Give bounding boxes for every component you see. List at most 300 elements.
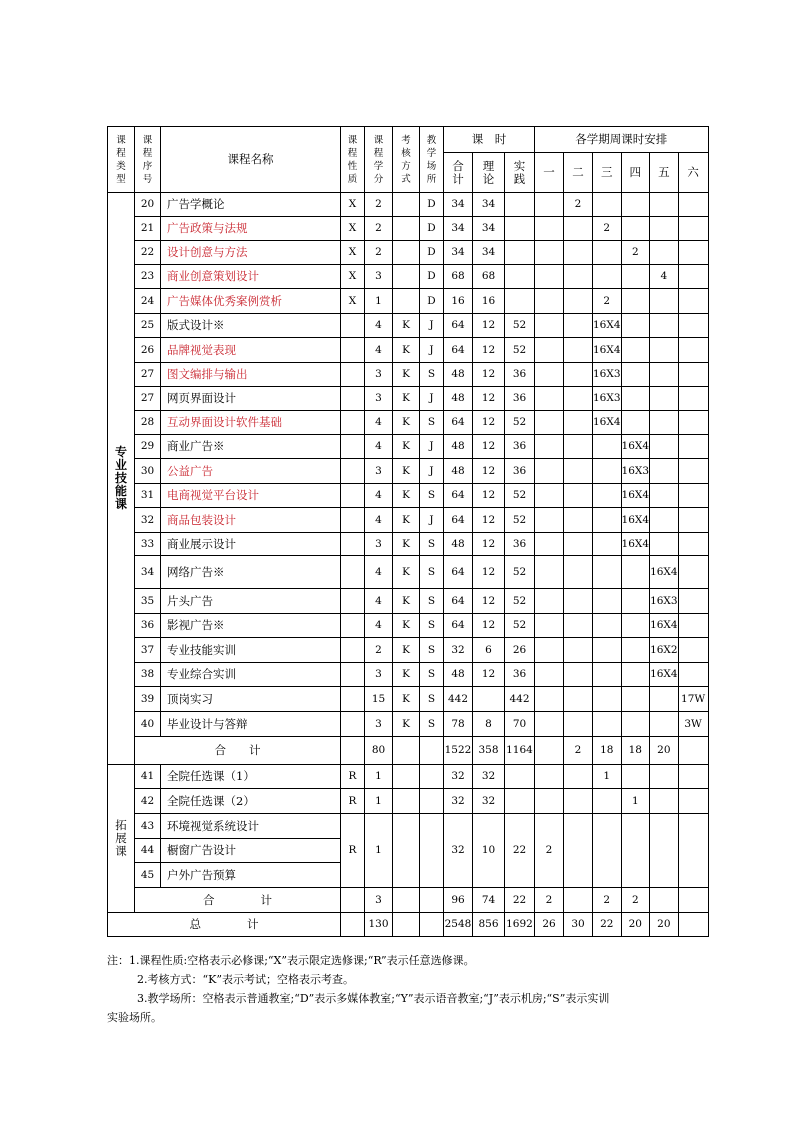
course-credit: 4 (365, 589, 393, 614)
hours-total: 34 (444, 241, 473, 265)
term-2-hours (564, 789, 593, 814)
hours-theory: 12 (473, 363, 505, 387)
header-course-number (135, 127, 161, 193)
header-term-6: 六 (678, 153, 708, 193)
hours-theory: 32 (473, 789, 505, 814)
term-2-hours (564, 508, 593, 533)
course-credit: 3 (365, 533, 393, 556)
term-3-hours (593, 265, 622, 289)
exam-method: K (393, 435, 420, 459)
term-1-hours (535, 712, 564, 737)
course-number: 24 (135, 289, 161, 314)
note-line: 2.考核方式：“K”表示考试；空格表示考查。 (137, 973, 354, 986)
subtotal-term-6 (678, 888, 708, 913)
course-row (108, 241, 709, 265)
grand-total-term-6 (678, 913, 708, 937)
course-row (108, 508, 709, 533)
course-number: 36 (135, 614, 161, 638)
term-6-hours (678, 241, 708, 265)
course-nature (341, 614, 365, 638)
header-teaching-venue-char: 教 (426, 134, 437, 146)
term-5-hours: 16X2 (650, 638, 679, 663)
hours-theory: 12 (473, 338, 505, 363)
subtotal-hours-total: 96 (444, 888, 473, 913)
course-nature (341, 387, 365, 411)
hours-practice: 52 (505, 484, 535, 508)
teaching-venue: D (420, 289, 444, 314)
category-extension-char: 课 (115, 844, 127, 858)
header-course-type-char: 课 (116, 134, 126, 146)
course-number: 30 (135, 459, 161, 484)
term-6-hours (678, 387, 708, 411)
course-name: 影视广告※ (161, 614, 341, 638)
curriculum-table-body (108, 127, 709, 937)
course-nature (341, 363, 365, 387)
term-6-hours (678, 484, 708, 508)
subtotal-label: 合 计 (135, 888, 341, 913)
course-nature (341, 663, 365, 687)
category-extension (108, 765, 135, 913)
term-1-hours (535, 459, 564, 484)
term-2-hours (564, 814, 593, 888)
course-number: 34 (135, 556, 161, 589)
term-5-hours (650, 712, 679, 737)
course-row (108, 814, 709, 839)
term-2-hours (564, 314, 593, 338)
header-course-nature-char: 课 (347, 134, 358, 146)
term-2-hours (564, 638, 593, 663)
course-nature (341, 687, 365, 712)
course-name: 广告媒体优秀案例赏析 (161, 289, 341, 314)
term-3-hours (593, 789, 622, 814)
exam-method (393, 765, 420, 789)
course-number: 38 (135, 663, 161, 687)
term-4-hours (621, 363, 650, 387)
teaching-venue: D (420, 265, 444, 289)
hours-theory: 6 (473, 638, 505, 663)
term-5-hours (650, 289, 679, 314)
term-5-hours (650, 314, 679, 338)
term-3-hours (593, 435, 622, 459)
term-1-hours (535, 614, 564, 638)
course-number: 44 (135, 839, 161, 863)
term-2-hours (564, 265, 593, 289)
hours-practice: 26 (505, 638, 535, 663)
course-row (108, 638, 709, 663)
header-course-type (108, 127, 135, 193)
term-1-hours (535, 765, 564, 789)
course-nature: X (341, 193, 365, 217)
header-teaching-venue-char: 场 (426, 160, 437, 172)
header-hours-practice (505, 153, 535, 193)
term-1-hours: 2 (535, 814, 564, 888)
header-hours-practice-char: 实 (513, 158, 526, 173)
course-credit: 3 (365, 712, 393, 737)
term-4-hours (621, 712, 650, 737)
exam-method: K (393, 387, 420, 411)
term-6-hours (678, 289, 708, 314)
subtotal-term-1 (535, 737, 564, 765)
grand-total-credit: 130 (365, 913, 393, 937)
exam-method: K (393, 508, 420, 533)
term-6-hours (678, 789, 708, 814)
term-3-hours: 2 (593, 217, 622, 241)
term-6-hours (678, 411, 708, 435)
header-exam-method-char: 考 (401, 134, 411, 146)
header-course-nature (341, 127, 365, 193)
course-name: 商业展示设计 (161, 533, 341, 556)
course-name: 顶岗实习 (161, 687, 341, 712)
category-extension-char: 展 (115, 831, 127, 845)
course-nature: X (341, 217, 365, 241)
exam-method (393, 241, 420, 265)
course-name: 广告政策与法规 (161, 217, 341, 241)
term-6-hours (678, 663, 708, 687)
category-professional-skills-char: 能 (114, 484, 127, 498)
course-credit: 3 (365, 387, 393, 411)
hours-theory: 12 (473, 556, 505, 589)
subtotal-term-1: 2 (535, 888, 564, 913)
term-4-hours: 16X4 (621, 508, 650, 533)
teaching-venue: J (420, 459, 444, 484)
subtotal-term-5: 20 (650, 737, 679, 765)
header-term-3: 三 (593, 153, 622, 193)
hours-practice: 52 (505, 589, 535, 614)
term-2-hours (564, 556, 593, 589)
course-nature (341, 484, 365, 508)
hours-total: 16 (444, 289, 473, 314)
hours-practice (505, 789, 535, 814)
term-2-hours (564, 687, 593, 712)
term-2-hours (564, 614, 593, 638)
grand-total-term-4: 20 (621, 913, 650, 937)
header-teaching-venue (420, 127, 444, 193)
header-course-credit-char: 课 (373, 134, 384, 146)
course-credit: 1 (365, 814, 393, 888)
course-number: 41 (135, 765, 161, 789)
header-term-2: 二 (564, 153, 593, 193)
hours-theory: 12 (473, 614, 505, 638)
exam-method: K (393, 484, 420, 508)
grand-total-hours-practice: 1692 (505, 913, 535, 937)
hours-theory: 12 (473, 435, 505, 459)
term-5-hours (650, 765, 679, 789)
hours-theory: 12 (473, 663, 505, 687)
course-row (108, 556, 709, 589)
teaching-venue (420, 789, 444, 814)
course-credit: 2 (365, 217, 393, 241)
term-4-hours (621, 814, 650, 888)
hours-practice: 52 (505, 556, 535, 589)
curriculum-table (107, 126, 709, 937)
term-3-hours (593, 638, 622, 663)
course-nature (341, 556, 365, 589)
course-row (108, 387, 709, 411)
exam-method: K (393, 663, 420, 687)
header-hours-theory (473, 153, 505, 193)
teaching-venue (420, 737, 444, 765)
course-name: 图文编排与输出 (161, 363, 341, 387)
hours-practice: 22 (505, 814, 535, 888)
hours-practice: 52 (505, 314, 535, 338)
term-5-hours (650, 363, 679, 387)
header-course-type-char: 类 (116, 160, 126, 172)
subtotal-term-2 (564, 888, 593, 913)
term-2-hours (564, 712, 593, 737)
course-number: 40 (135, 712, 161, 737)
teaching-venue: J (420, 387, 444, 411)
course-nature (341, 508, 365, 533)
hours-total: 48 (444, 459, 473, 484)
course-nature (341, 638, 365, 663)
term-2-hours (564, 387, 593, 411)
subtotal-term-4: 18 (621, 737, 650, 765)
exam-method: K (393, 338, 420, 363)
course-credit: 4 (365, 484, 393, 508)
term-2-hours (564, 241, 593, 265)
note-line: 注：1.课程性质:空格表示必修课;“X”表示限定选修课;“R”表示任意选修课。 (107, 954, 475, 967)
header-teaching-venue-char: 所 (426, 173, 437, 185)
exam-method (393, 289, 420, 314)
course-name: 专业技能实训 (161, 638, 341, 663)
term-4-hours: 16X3 (621, 459, 650, 484)
teaching-venue: S (420, 556, 444, 589)
term-5-hours (650, 789, 679, 814)
term-4-hours: 16X4 (621, 533, 650, 556)
term-1-hours (535, 241, 564, 265)
hours-total: 48 (444, 387, 473, 411)
hours-total: 64 (444, 484, 473, 508)
term-3-hours (593, 589, 622, 614)
hours-practice (505, 765, 535, 789)
hours-practice: 52 (505, 508, 535, 533)
course-credit: 3 (365, 459, 393, 484)
course-credit: 2 (365, 193, 393, 217)
term-4-hours (621, 638, 650, 663)
term-1-hours (535, 687, 564, 712)
term-1-hours (535, 265, 564, 289)
header-course-credit-char: 分 (373, 173, 384, 185)
hours-practice (505, 265, 535, 289)
teaching-venue: D (420, 241, 444, 265)
course-nature: R (341, 765, 365, 789)
hours-total: 64 (444, 314, 473, 338)
header-course-type-char: 程 (116, 147, 126, 159)
term-2-hours (564, 459, 593, 484)
course-name: 版式设计※ (161, 314, 341, 338)
course-number: 20 (135, 193, 161, 217)
term-3-hours (593, 814, 622, 888)
term-2-hours (564, 217, 593, 241)
course-credit: 3 (365, 265, 393, 289)
course-number: 45 (135, 863, 161, 888)
term-3-hours: 16X3 (593, 387, 622, 411)
term-1-hours (535, 508, 564, 533)
course-row (108, 338, 709, 363)
course-nature (341, 314, 365, 338)
header-hours-total-char: 计 (452, 171, 464, 186)
term-4-hours (621, 314, 650, 338)
term-5-hours (650, 435, 679, 459)
term-4-hours (621, 411, 650, 435)
term-1-hours (535, 589, 564, 614)
exam-method (393, 737, 420, 765)
course-name: 网络广告※ (161, 556, 341, 589)
term-5-hours: 16X4 (650, 614, 679, 638)
header-course-nature-char: 质 (347, 173, 358, 185)
header-row (108, 127, 709, 153)
header-course-number-char: 序 (142, 160, 153, 172)
course-number: 25 (135, 314, 161, 338)
teaching-venue (420, 765, 444, 789)
notes (107, 951, 713, 1027)
course-row (108, 265, 709, 289)
exam-method: K (393, 363, 420, 387)
course-credit: 4 (365, 338, 393, 363)
header-hours-theory-char: 论 (482, 171, 495, 186)
term-2-hours (564, 363, 593, 387)
exam-method: K (393, 638, 420, 663)
term-2-hours (564, 289, 593, 314)
term-3-hours (593, 193, 622, 217)
term-3-hours: 16X4 (593, 338, 622, 363)
term-5-hours (650, 241, 679, 265)
term-1-hours (535, 314, 564, 338)
hours-total: 34 (444, 217, 473, 241)
term-6-hours: 17W (678, 687, 708, 712)
course-credit: 4 (365, 614, 393, 638)
term-2-hours (564, 484, 593, 508)
course-nature: R (341, 814, 365, 888)
course-credit: 3 (365, 663, 393, 687)
course-name: 网页界面设计 (161, 387, 341, 411)
hours-practice (505, 193, 535, 217)
teaching-venue (420, 888, 444, 913)
header-course-number-char: 课 (142, 134, 153, 146)
hours-total: 48 (444, 533, 473, 556)
subtotal-hours-practice: 22 (505, 888, 535, 913)
exam-method: K (393, 459, 420, 484)
term-6-hours (678, 765, 708, 789)
course-number: 28 (135, 411, 161, 435)
term-5-hours (650, 387, 679, 411)
course-number: 33 (135, 533, 161, 556)
teaching-venue: D (420, 193, 444, 217)
hours-practice: 52 (505, 411, 535, 435)
course-credit: 2 (365, 241, 393, 265)
course-nature (341, 712, 365, 737)
teaching-venue: J (420, 338, 444, 363)
course-number: 37 (135, 638, 161, 663)
header-exam-method-char: 式 (401, 173, 411, 185)
hours-theory: 12 (473, 314, 505, 338)
term-4-hours (621, 387, 650, 411)
course-credit: 1 (365, 789, 393, 814)
course-row (108, 435, 709, 459)
term-4-hours (621, 289, 650, 314)
course-row (108, 663, 709, 687)
course-row (108, 217, 709, 241)
hours-theory: 12 (473, 589, 505, 614)
hours-total: 48 (444, 663, 473, 687)
subtotal-term-2: 2 (564, 737, 593, 765)
header-course-type-char: 型 (116, 173, 126, 185)
term-1-hours (535, 387, 564, 411)
term-2-hours (564, 589, 593, 614)
term-1-hours (535, 638, 564, 663)
teaching-venue: S (420, 533, 444, 556)
course-name: 全院任选课（1） (161, 765, 341, 789)
term-6-hours (678, 435, 708, 459)
hours-total: 34 (444, 193, 473, 217)
term-6-hours (678, 638, 708, 663)
course-number: 32 (135, 508, 161, 533)
term-2-hours: 2 (564, 193, 593, 217)
course-credit: 3 (365, 363, 393, 387)
header-exam-method-char: 核 (401, 147, 411, 159)
hours-practice: 52 (505, 614, 535, 638)
header-exam-method-char: 方 (401, 160, 411, 172)
course-name: 互动界面设计软件基础 (161, 411, 341, 435)
course-number: 26 (135, 338, 161, 363)
term-1-hours (535, 435, 564, 459)
teaching-venue: S (420, 712, 444, 737)
term-4-hours: 16X4 (621, 435, 650, 459)
course-row (108, 459, 709, 484)
term-2-hours (564, 533, 593, 556)
course-credit: 4 (365, 411, 393, 435)
term-2-hours (564, 338, 593, 363)
teaching-venue: S (420, 638, 444, 663)
term-3-hours: 2 (593, 289, 622, 314)
course-name: 商业创意策划设计 (161, 265, 341, 289)
course-row (108, 289, 709, 314)
term-2-hours (564, 411, 593, 435)
term-4-hours (621, 265, 650, 289)
hours-total: 32 (444, 789, 473, 814)
hours-total: 64 (444, 508, 473, 533)
term-6-hours (678, 814, 708, 888)
course-credit: 1 (365, 289, 393, 314)
header-course-name: 课程名称 (161, 127, 341, 193)
grand-total-hours-total: 2548 (444, 913, 473, 937)
header-hours-total-char: 合 (452, 158, 464, 173)
teaching-venue: S (420, 484, 444, 508)
exam-method (393, 265, 420, 289)
term-6-hours (678, 556, 708, 589)
term-5-hours: 4 (650, 265, 679, 289)
course-nature (341, 459, 365, 484)
term-4-hours: 16X4 (621, 484, 650, 508)
header-hours-practice-char: 践 (513, 171, 526, 186)
hours-theory: 12 (473, 387, 505, 411)
term-5-hours (650, 411, 679, 435)
course-row (108, 712, 709, 737)
hours-practice (505, 217, 535, 241)
hours-total: 32 (444, 638, 473, 663)
hours-total: 64 (444, 589, 473, 614)
hours-total: 32 (444, 814, 473, 888)
term-5-hours (650, 193, 679, 217)
exam-method: K (393, 533, 420, 556)
teaching-venue (420, 814, 444, 888)
term-1-hours (535, 484, 564, 508)
term-3-hours: 1 (593, 765, 622, 789)
exam-method: K (393, 589, 420, 614)
term-5-hours (650, 484, 679, 508)
header-hours: 课 时 (444, 127, 535, 153)
hours-theory: 12 (473, 459, 505, 484)
